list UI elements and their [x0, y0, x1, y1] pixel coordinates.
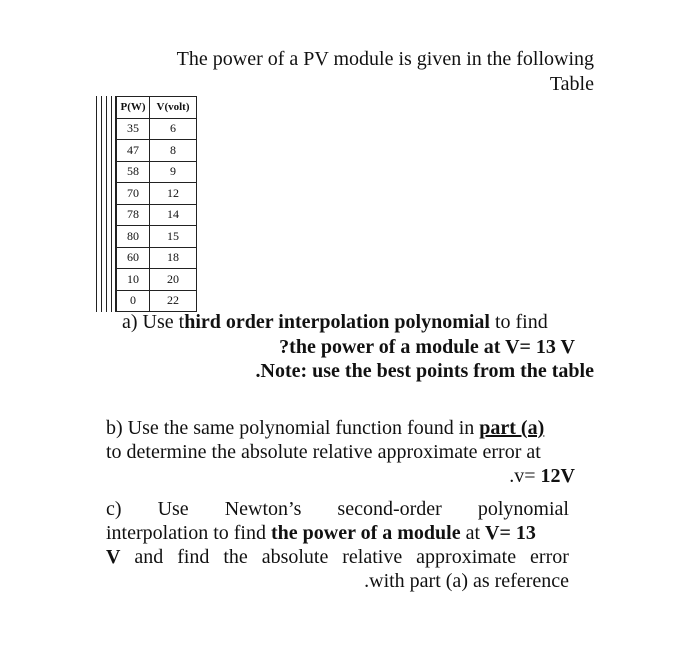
table-header-row [117, 97, 197, 119]
part-a-text: to find [489, 311, 548, 333]
voltage-cell: 12 [150, 183, 197, 205]
table-row [117, 183, 197, 205]
part-c-voltage: V= 13 [485, 522, 536, 544]
part-a-bold: hird order interpolation polynomial [184, 311, 490, 333]
intro-line-2: Table [549, 73, 594, 95]
voltage-cell: 9 [150, 161, 197, 183]
table-row [117, 269, 197, 291]
voltage-cell: 6 [150, 118, 197, 140]
part-c-word: relative [342, 546, 403, 568]
part-c-word: find [177, 546, 210, 568]
part-a-reference: part (a) [479, 417, 545, 439]
part-b-line-3 [100, 464, 575, 488]
power-cell: 78 [117, 204, 150, 226]
part-b-line-1 [106, 416, 544, 440]
power-cell: 0 [117, 290, 150, 312]
part-c-word: approximate [416, 546, 517, 568]
power-cell: 70 [117, 183, 150, 205]
header-power: P(W) [117, 97, 150, 119]
header-voltage: V(volt) [150, 97, 197, 119]
table-row [117, 204, 197, 226]
part-c-word: Newton’s [224, 498, 302, 520]
part-a-text: a) Use t [122, 311, 185, 333]
voltage-cell: 22 [150, 290, 197, 312]
power-cell: 58 [117, 161, 150, 183]
part-b-voltage: 12V [540, 465, 575, 487]
part-c-text: at [460, 522, 486, 544]
part-c-line-2 [106, 521, 536, 545]
table-row [117, 290, 197, 312]
part-b-line-2: to determine the absolute relative approximate error at [106, 441, 541, 463]
table-row [117, 247, 197, 269]
part-c-bold: the power of a module [270, 522, 461, 544]
part-c-word: c) [106, 498, 122, 520]
voltage-cell: 8 [150, 140, 197, 162]
intro-line-1: The power of a PV module is given in the following [176, 48, 594, 70]
voltage-cell: 15 [150, 226, 197, 248]
table-row [117, 118, 197, 140]
power-cell: 60 [117, 247, 150, 269]
part-c-word: Use [157, 498, 189, 520]
part-c-word: second-order [337, 498, 442, 520]
power-cell: 35 [117, 118, 150, 140]
part-c-word: the [223, 546, 248, 568]
part-a-note: .Note: use the best points from the table [255, 360, 594, 382]
part-c-text: interpolation to find [106, 522, 271, 544]
part-c-word: and [134, 546, 164, 568]
power-cell: 80 [117, 226, 150, 248]
part-c-word: polynomial [477, 498, 569, 520]
part-c-line-1 [106, 497, 569, 521]
part-c-word: error [530, 546, 569, 568]
table-row [117, 140, 197, 162]
voltage-cell: 18 [150, 247, 197, 269]
pv-data-table [96, 96, 197, 312]
part-c-line-4: .with part (a) as reference [364, 570, 569, 592]
power-voltage-table [116, 96, 197, 312]
table-row [117, 226, 197, 248]
part-c-word: V [106, 546, 121, 568]
voltage-cell: 14 [150, 204, 197, 226]
part-c-line-3 [106, 545, 569, 569]
part-a-line-2: ?the power of a module at V= 13 V [279, 336, 575, 358]
power-cell: 10 [117, 269, 150, 291]
part-b-text: b) Use the same polynomial function found in [106, 417, 480, 439]
part-c-word: absolute [261, 546, 329, 568]
part-a-line-1 [122, 310, 548, 334]
voltage-cell: 20 [150, 269, 197, 291]
power-cell: 47 [117, 140, 150, 162]
part-b-text: .v= [509, 465, 541, 487]
table-row [117, 161, 197, 183]
